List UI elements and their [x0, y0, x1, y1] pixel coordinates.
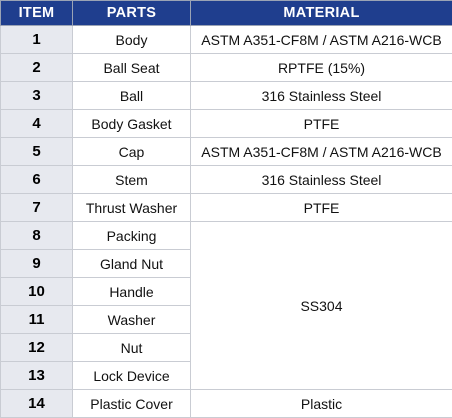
table-row: [1, 26, 452, 54]
header-parts: PARTS: [73, 1, 191, 26]
material-value: PTFE: [191, 194, 452, 222]
material-value: 316 Stainless Steel: [191, 82, 452, 110]
part-name: Body: [73, 26, 191, 54]
material-value: PTFE: [191, 110, 452, 138]
part-name: Gland Nut: [73, 250, 191, 278]
item-number: 8: [1, 222, 73, 250]
item-number: 13: [1, 362, 73, 390]
item-number: 1: [1, 26, 73, 54]
item-number: 5: [1, 138, 73, 166]
item-number: 14: [1, 390, 73, 418]
item-number: 4: [1, 110, 73, 138]
part-name: Handle: [73, 278, 191, 306]
part-name: Washer: [73, 306, 191, 334]
table-row: [1, 82, 452, 110]
item-number: 11: [1, 306, 73, 334]
part-name: Thrust Washer: [73, 194, 191, 222]
part-name: Ball: [73, 82, 191, 110]
part-name: Body Gasket: [73, 110, 191, 138]
part-name: Plastic Cover: [73, 390, 191, 418]
item-number: 2: [1, 54, 73, 82]
item-number: 10: [1, 278, 73, 306]
item-number: 9: [1, 250, 73, 278]
material-value: RPTFE (15%): [191, 54, 452, 82]
material-value: 316 Stainless Steel: [191, 166, 452, 194]
table-row: [1, 54, 452, 82]
table-row: [1, 166, 452, 194]
item-number: 6: [1, 166, 73, 194]
table-row: [1, 110, 452, 138]
material-value: ASTM A351-CF8M / ASTM A216-WCB: [191, 138, 452, 166]
part-name: Nut: [73, 334, 191, 362]
table-row: [1, 390, 452, 418]
part-name: Cap: [73, 138, 191, 166]
table-row: [1, 222, 452, 250]
header-item: ITEM: [1, 1, 73, 26]
part-name: Ball Seat: [73, 54, 191, 82]
item-number: 7: [1, 194, 73, 222]
material-value: Plastic: [191, 390, 452, 418]
part-name: Stem: [73, 166, 191, 194]
material-value-merged: SS304: [191, 222, 452, 390]
table-header-row: [1, 1, 452, 26]
table-row: [1, 138, 452, 166]
header-material: MATERIAL: [191, 1, 452, 26]
item-number: 12: [1, 334, 73, 362]
table-row: [1, 194, 452, 222]
part-name: Packing: [73, 222, 191, 250]
item-number: 3: [1, 82, 73, 110]
material-value: ASTM A351-CF8M / ASTM A216-WCB: [191, 26, 452, 54]
part-name: Lock Device: [73, 362, 191, 390]
